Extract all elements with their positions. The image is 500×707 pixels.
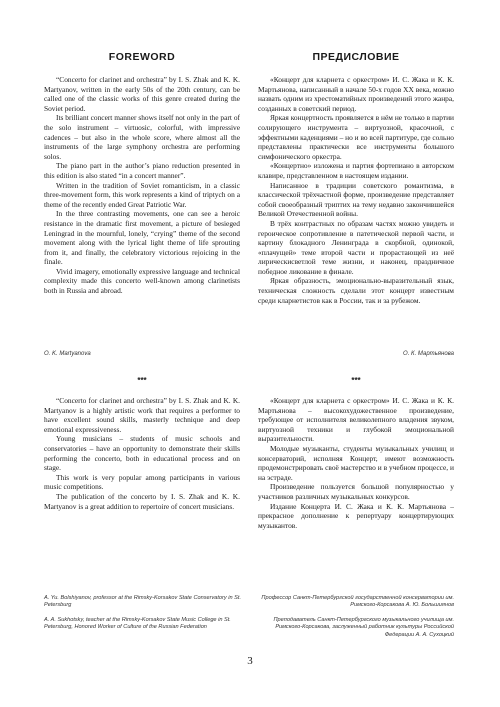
foreword-heading-ru: ПРЕДИСЛОВИЕ — [312, 51, 400, 63]
section-separator: *** — [351, 376, 361, 385]
paragraph: “Concerto for clarinet and orchestra” by I. S. Zhak and K. K. Martyanov is a highly artistic work that requires a performer to have excellent sound skills, masterly technique and deep emotional expressiveness. — [44, 396, 240, 434]
paragraph: Young musicians – students of music schools and conservatories – have an opportunity to demonstrate their skills performing the concerto, both in educational process and on stage. — [44, 434, 240, 473]
reviewer-credit-en: A. A. Sukhotsky, teacher at the Rimsky-Korsakov State Music College in St. Petersburg, Honored Worker of Culture of the Russian Federation — [44, 617, 231, 631]
paragraph: “Concerto for clarinet and orchestra” by I. S. Zhak and K. K. Martyanov, written in the early 50s of the 20th century, can be called one of the classic works of this genre created during the Soviet period. — [44, 75, 240, 113]
paragraph: «Концерт для кларнета с оркестром» И. С. Жака и К. К. Мартьянова, написанный в начале 50-х годов XX века, можно назвать одним из хрестоматийных произведений этого жанра, созданных в советский период. — [258, 75, 454, 113]
paragraph: Its brilliant concert manner shows itself not only in the part of the solo instrument – virtuosic, colorful, with impressive cadences – but also in the whole score, where almost all the instruments of the large symphony orchestra are performing solos. — [44, 113, 240, 161]
paragraph: «Концертно» изложена и партия фортепиано в авторском клавире, представленном в настоящем издании. — [258, 161, 454, 180]
review-text-ru — [258, 396, 454, 530]
paragraph: Произведение пользуется большой популярностью у участников различных музыкальных конкурсов. — [258, 482, 454, 501]
paragraph: «Концерт для кларнета с оркестром» И. С. Жака и К. К. Мартьянова – высокохудожественное произведение, требующее от исполнителя великолепного владения звуком, виртуозной техники и глубокой эмоциональной выразительности. — [258, 396, 454, 444]
paragraph: The piano part in the author’s piano reduction presented in this edition is also stated “in a concert manner”. — [44, 161, 240, 180]
author-signature-en: O. K. Martyanova — [44, 351, 91, 357]
foreword-heading-en: FOREWORD — [108, 51, 176, 63]
foreword-text-en — [44, 75, 240, 296]
paragraph: In the three contrasting movements, one can see a heroic resistance in the dramatic first movement, a picture of besieged Leningrad in the mournful, lonely, “crying” theme of the second movement along with the lyrical light theme of life sprouting from it, and finally, the celebratory victorious rejoicing in the finale. — [44, 209, 240, 267]
foreword-text-ru — [258, 75, 454, 305]
paragraph: Vivid imagery, emotionally expressive language and technical complexity made this concerto well-known among clarinetists both in Russia and abroad. — [44, 266, 240, 296]
paragraph: The publication of the concerto by I. S. Zhak and K. K. Martyanov is a great addition to repertoire of concert musicians. — [44, 491, 240, 511]
paragraph: Written in the tradition of Soviet romanticism, in a classic three-movement form, this work represents a kind of triptych on a theme of the recently ended Great Patriotic War. — [44, 180, 240, 209]
paragraph: This work is very popular among participants in various music competitions. — [44, 472, 240, 492]
reviewer-credit-en: A. Yu. Bolshiyanov, professor at the Rimsky-Korsakov State Conservatory in St. Petersburg — [44, 595, 242, 609]
paragraph: Написанное в традиции советского романтизма, в классической трёхчастной форме, произведение представляет собой своеобразный триптих на тему недавно закончившейся Великой Отечественной войны. — [258, 180, 454, 219]
paragraph: Яркая образность, эмоционально-выразительный язык, техническая сложность сделали этот концерт известным среди кларнетистов как в России, так и за рубежом. — [258, 276, 454, 305]
reviewer-credit-ru: Преподаватель Санкт-Петербургского музыкального училища им. Римского-Корсакова, заслуженный работник культуры Российской Федерации А. А. Сухоцкий — [273, 617, 454, 638]
page-number: 3 — [247, 655, 253, 667]
paragraph: Издание Концерта И. С. Жака и К. К. Мартьянова – прекрасное дополнение к репертуару концертирующих музыкантов. — [258, 501, 454, 530]
review-text-en — [44, 396, 240, 511]
reviewer-credit-ru: Профессор Санкт-Петербургской государственной консерватории им. Римского-Корсакова А. Ю. Большиянов — [261, 595, 454, 609]
paragraph: Молодые музыканты, студенты музыкальных училищ и консерваторий, исполняя Концерт, имеют возможность продемонстрировать своё мастерство и в учебном процессе, и на эстраде. — [258, 443, 454, 482]
paragraph: В трёх контрастных по образам частях можно увидеть и героическое сопротивление в патетической первой части, и картину блокадного Ленинграда в скорбной, одинокой, «плачущей» теме второй части и прорастающей из неё лирическисветлой теме жизни, и наконец, праздничное победное ликование в финале. — [258, 218, 454, 276]
author-signature-ru: О. К. Мартьянова — [403, 351, 454, 357]
paragraph: Яркая концертность проявляется в нём не только в партии солирующего инструмента – виртуозной, красочной, с эффектными каденциями – но и во всей партитуре, где сольно представлены практически все инструменты большого симфонического оркестра. — [258, 113, 454, 161]
section-separator: *** — [137, 376, 147, 385]
